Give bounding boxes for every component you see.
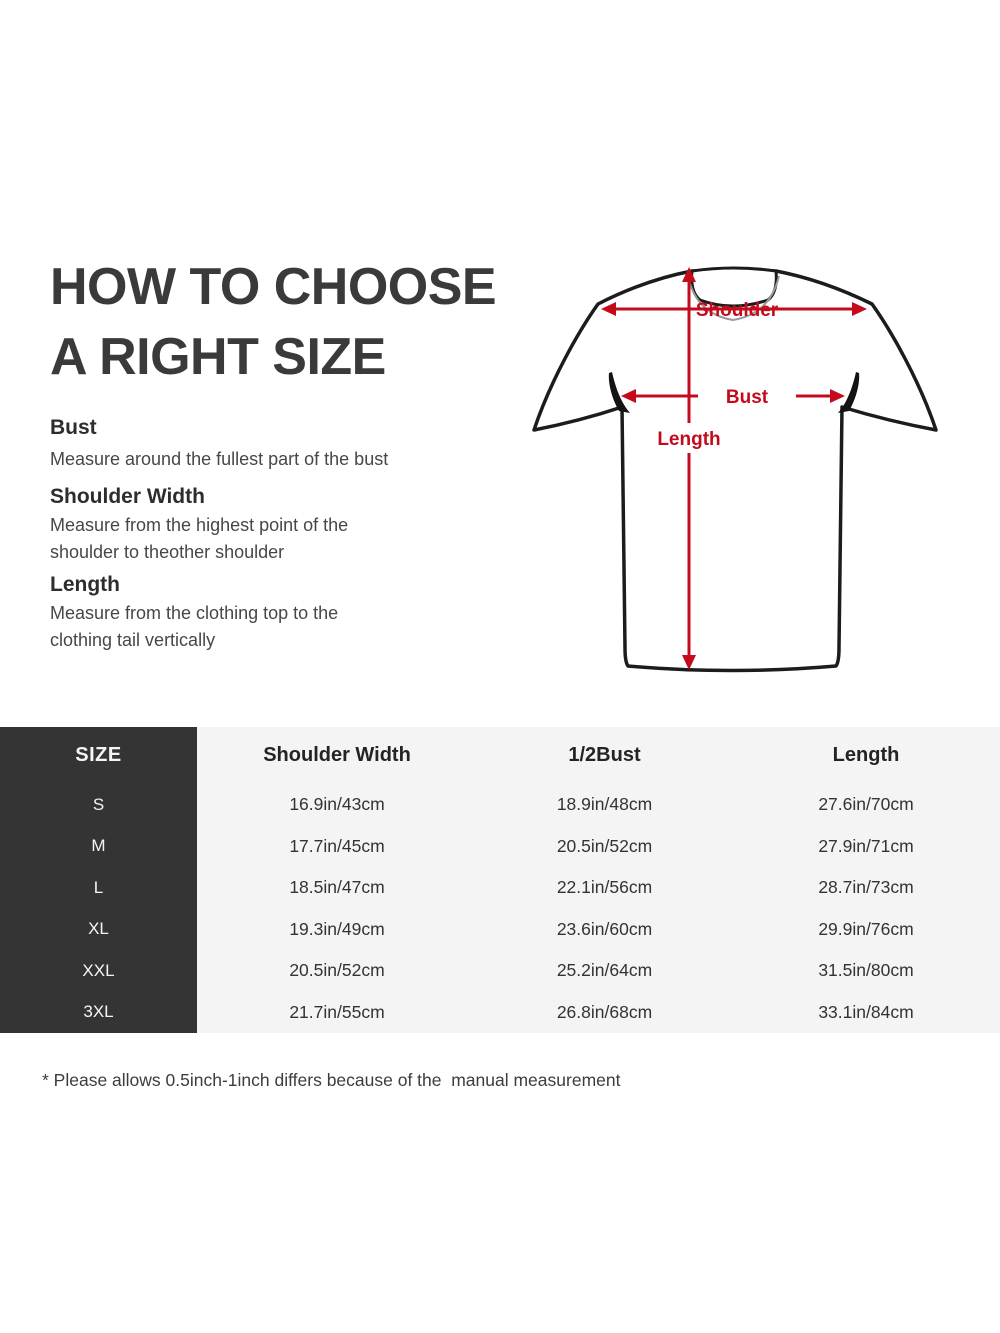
page-title-line1: HOW TO CHOOSE	[50, 258, 497, 316]
table-cell-3xl-length: 33.1in/84cm	[818, 1001, 914, 1022]
table-cell-s-length: 27.6in/70cm	[818, 794, 914, 815]
table-cell-m-shoulder: 17.7in/45cm	[289, 835, 385, 856]
page-title	[50, 252, 496, 392]
table-row-size-3xl: 3XL	[0, 992, 197, 1034]
instruction-heading-bust: Bust	[50, 416, 97, 439]
instruction-body-length-line1: Measure from the clothing top to the	[50, 603, 339, 623]
table-header-size: SIZE	[0, 727, 197, 784]
instruction-body-length-line2: clothing tail vertically	[50, 630, 216, 650]
table-row-size-xl: XL	[0, 909, 197, 951]
instruction-heading-length: Length	[50, 573, 120, 596]
table-cell-s-shoulder: 16.9in/43cm	[289, 794, 385, 815]
table-row-size-s: S	[0, 784, 197, 826]
measurement-footnote: * Please allows 0.5inch-1inch differs because of the manual measurement	[42, 1070, 621, 1090]
length-measure-label: Length	[657, 429, 721, 450]
size-table	[0, 727, 1000, 1033]
table-header-shoulder-width: Shoulder Width	[263, 744, 411, 766]
table-row-size-m: M	[0, 826, 197, 868]
bust-measure-label: Bust	[725, 387, 769, 408]
table-cell-3xl-half-bust: 26.8in/68cm	[556, 1001, 653, 1022]
table-cell-xxl-half-bust: 25.2in/64cm	[556, 960, 653, 981]
table-cell-s-half-bust: 18.9in/48cm	[556, 794, 653, 815]
instruction-body-shoulder-width-line1: Measure from the highest point of the	[50, 515, 349, 535]
table-header-half-bust: 1/2Bust	[568, 744, 641, 766]
table-cell-m-length: 27.9in/71cm	[818, 835, 914, 856]
table-cell-l-shoulder: 18.5in/47cm	[289, 877, 385, 898]
table-row-size-xxl: XXL	[0, 950, 197, 992]
page-title-line2: A RIGHT SIZE	[50, 328, 386, 386]
shoulder-measure-label: Shoulder	[695, 300, 779, 321]
instruction-body-shoulder-width-line2: shoulder to theother shoulder	[50, 542, 285, 562]
tshirt-measurement-diagram	[500, 240, 970, 700]
instruction-body-length	[50, 600, 338, 654]
table-cell-3xl-shoulder: 21.7in/55cm	[289, 1001, 385, 1022]
tshirt-outline	[534, 268, 936, 671]
instruction-body-shoulder-width	[50, 512, 348, 566]
table-cell-xl-shoulder: 19.3in/49cm	[289, 918, 385, 939]
table-header-length: Length	[832, 744, 900, 766]
table-cell-m-half-bust: 20.5in/52cm	[556, 835, 653, 856]
table-cell-xl-half-bust: 23.6in/60cm	[556, 918, 653, 939]
table-cell-l-half-bust: 22.1in/56cm	[556, 877, 653, 898]
table-cell-l-length: 28.7in/73cm	[818, 877, 914, 898]
table-cell-xxl-length: 31.5in/80cm	[818, 960, 914, 981]
instruction-heading-shoulder-width: Shoulder Width	[50, 485, 205, 508]
table-row-size-l: L	[0, 867, 197, 909]
instruction-body-bust: Measure around the fullest part of the bust	[50, 449, 389, 469]
table-cell-xl-length: 29.9in/76cm	[818, 918, 914, 939]
table-cell-xxl-shoulder: 20.5in/52cm	[289, 960, 385, 981]
